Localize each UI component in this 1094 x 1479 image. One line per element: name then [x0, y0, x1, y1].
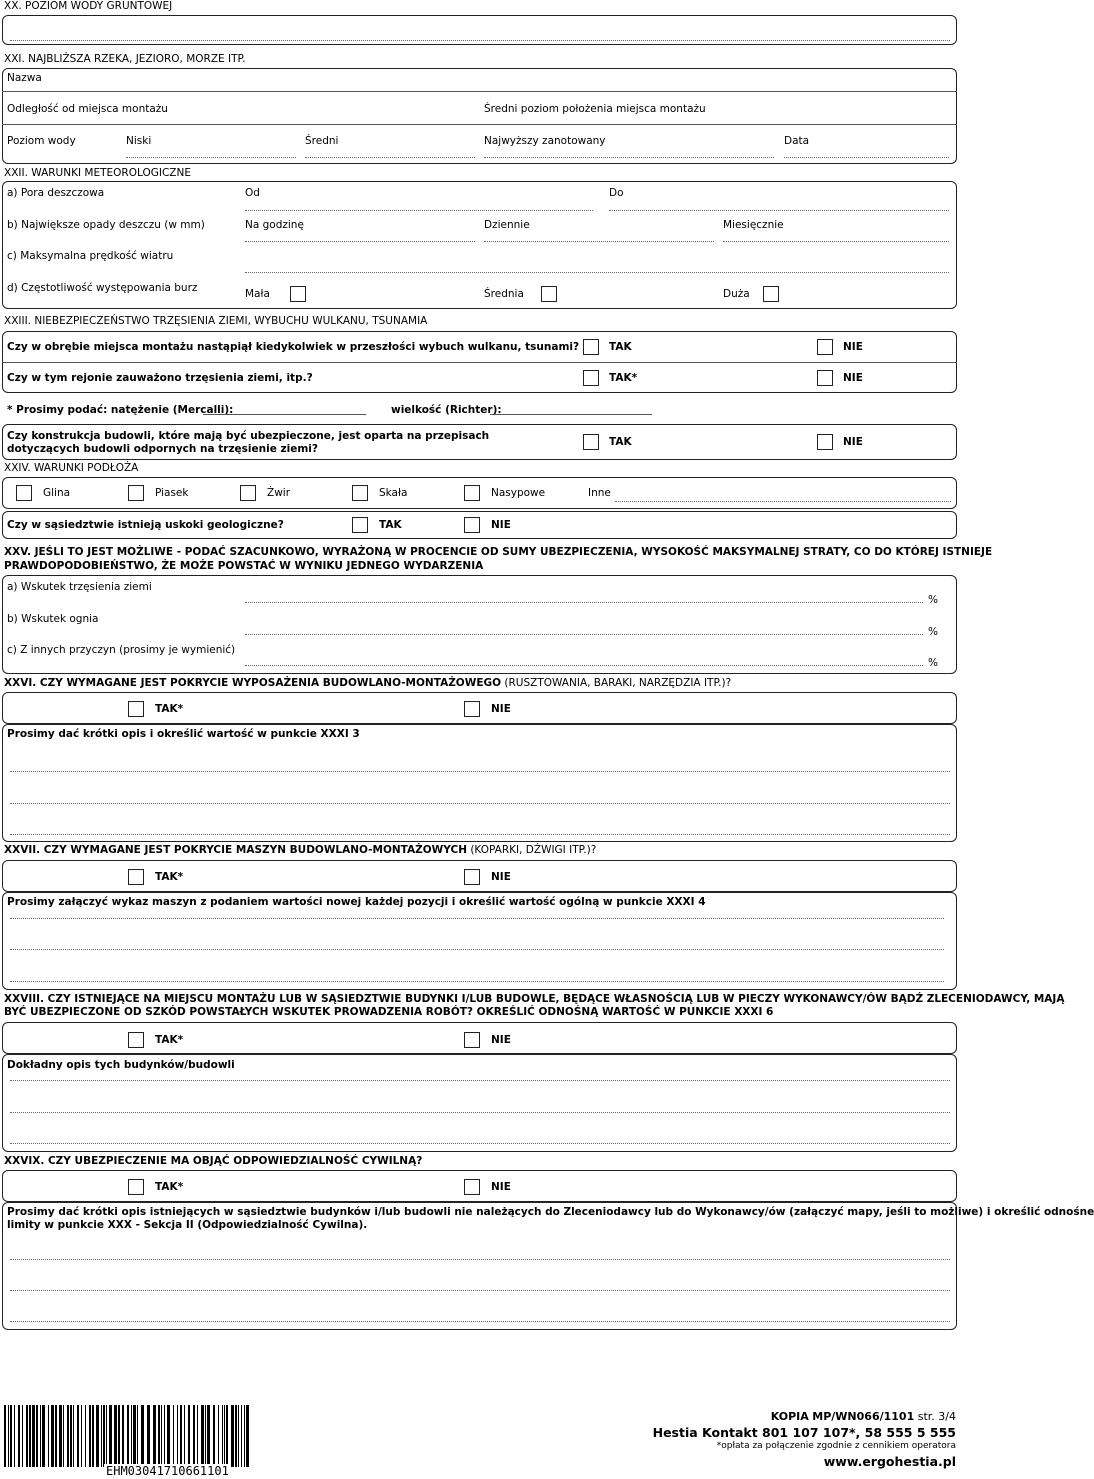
barcode-bar	[4, 1405, 6, 1467]
liability-desc-line-3[interactable]	[10, 1321, 950, 1322]
machinery-no-label: NIE	[491, 871, 511, 883]
equipment-yes-label: TAK*	[155, 703, 184, 715]
equipment-no-checkbox[interactable]	[464, 701, 480, 717]
barcode-bar	[158, 1405, 160, 1467]
section-xxvi-title	[4, 677, 731, 689]
barcode-bar	[141, 1405, 144, 1467]
barcode-number: EHM03041710661101	[106, 1464, 229, 1478]
building-code-yes-checkbox[interactable]	[583, 434, 599, 450]
loss-fire-label: b) Wskutek ognia	[7, 613, 99, 625]
barcode-bar	[101, 1405, 102, 1467]
earthquake-yes-label: TAK*	[609, 372, 638, 384]
website-link[interactable]: www.ergohestia.pl	[823, 1454, 956, 1469]
liability-no-checkbox[interactable]	[464, 1179, 480, 1195]
soil-piasek-label: Piasek	[155, 487, 189, 499]
barcode-bar	[81, 1405, 82, 1467]
copy-label: KOPIA	[770, 1410, 809, 1423]
section-xxv-title-line2: PRAWDOPODOBIEŃSTWO, ŻE MOŻE POWSTAĆ W WYNIKU JEDNEGO WYDARZENIA	[4, 560, 484, 572]
loss-fire-field[interactable]	[245, 634, 923, 635]
section-xxvii-title	[4, 844, 596, 856]
soil-inne-label: Inne	[588, 487, 611, 499]
barcode-bar	[55, 1405, 57, 1467]
section-xxvi-title-bold: XXVI. CZY WYMAGANE JEST POKRYCIE WYPOSAŻENIA BUDOWLANO-MONTAŻOWEGO	[4, 677, 502, 689]
equipment-no-label: NIE	[491, 703, 511, 715]
fault-yes-label: TAK	[379, 519, 402, 531]
barcode-bar	[226, 1405, 228, 1467]
fault-no-checkbox[interactable]	[464, 517, 480, 533]
barcode-bar	[188, 1405, 190, 1467]
from-field[interactable]	[245, 210, 593, 211]
barcode-bar	[96, 1405, 99, 1467]
earthquake-yes-checkbox[interactable]	[583, 370, 599, 386]
machinery-yes-checkbox[interactable]	[128, 869, 144, 885]
soil-glina-label: Glina	[43, 487, 71, 499]
date-label: Data	[784, 135, 810, 147]
distance-label: Odległość od miejsca montażu	[7, 103, 168, 115]
machinery-desc-label: Prosimy załączyć wykaz maszyn z podaniem wartości nowej każdej pozycji i określić wartość ogólną w punkcie XXXI 4	[7, 896, 706, 908]
highest-level-field[interactable]	[484, 157, 774, 158]
loss-earthquake-label: a) Wskutek trzęsienia ziemi	[7, 581, 152, 593]
barcode-bar	[67, 1405, 69, 1467]
footer-doc-id	[771, 1410, 956, 1423]
soil-nasypowe-label: Nasypowe	[491, 487, 546, 499]
barcode-bar	[201, 1405, 204, 1467]
barcode-bar	[10, 1405, 12, 1467]
richter-field[interactable]	[490, 414, 652, 415]
barcode-bar	[193, 1405, 195, 1467]
water-level-label: Poziom wody	[7, 135, 76, 147]
storms-medium-checkbox[interactable]	[541, 286, 557, 302]
from-label: Od	[245, 187, 260, 199]
loss-other-field[interactable]	[245, 665, 923, 666]
section-xx-title: XX. POZIOM WODY GRUNTOWEJ	[4, 0, 173, 12]
barcode-bar	[173, 1405, 174, 1467]
page-number: str. 3/4	[917, 1410, 956, 1423]
barcode-bar	[122, 1405, 124, 1467]
barcode-bar	[205, 1405, 206, 1467]
buildings-desc-line-2[interactable]	[10, 1112, 950, 1113]
barcode-bar	[164, 1405, 165, 1467]
volcano-yes-label: TAK	[609, 341, 632, 353]
fault-no-label: NIE	[491, 519, 511, 531]
equipment-desc-box	[2, 724, 957, 842]
section-xxii-title: XXII. WARUNKI METEOROLOGICZNE	[4, 167, 191, 179]
date-field[interactable]	[784, 157, 949, 158]
barcode-bar	[73, 1405, 74, 1467]
low-level-field[interactable]	[126, 157, 296, 158]
fault-yes-checkbox[interactable]	[352, 517, 368, 533]
buildings-desc-label: Dokładny opis tych budynków/budowli	[7, 1059, 235, 1071]
barcode-bar	[85, 1405, 86, 1467]
barcode-bar	[153, 1405, 156, 1467]
storms-large-label: Duża	[723, 288, 750, 300]
soil-zwir-checkbox[interactable]	[240, 485, 256, 501]
barcode-bar	[42, 1405, 45, 1467]
barcode-bar	[92, 1405, 94, 1467]
section-xxvii-title-normal: (KOPARKI, DŹWIGI ITP.)?	[466, 844, 597, 856]
divider	[2, 124, 957, 125]
barcode-bar	[14, 1405, 15, 1467]
machinery-desc-line-1[interactable]	[10, 918, 944, 919]
barcode-bar	[180, 1405, 182, 1467]
barcode-bar	[224, 1405, 225, 1467]
equipment-desc-line-1[interactable]	[10, 771, 950, 772]
wind-label: c) Maksymalna prędkość wiatru	[7, 250, 174, 262]
barcode-bar	[197, 1405, 198, 1467]
building-code-yes-label: TAK	[609, 436, 632, 448]
soil-skala-checkbox[interactable]	[352, 485, 368, 501]
barcode-bar	[36, 1405, 38, 1467]
loss-earthquake-percent: %	[928, 594, 938, 606]
hestia-contact: Hestia Kontakt 801 107 107*, 58 555 5 555	[652, 1425, 956, 1440]
divider	[2, 91, 957, 92]
liability-yes-checkbox[interactable]	[128, 1179, 144, 1195]
equipment-desc-line-3[interactable]	[10, 834, 950, 835]
barcode-bar	[18, 1405, 20, 1467]
barcode-bar	[244, 1405, 245, 1467]
soil-inne-field[interactable]	[615, 501, 951, 502]
barcode-bar	[213, 1405, 215, 1467]
earthquake-no-label: NIE	[843, 372, 863, 384]
buildings-no-checkbox[interactable]	[464, 1032, 480, 1048]
groundwater-line	[10, 40, 950, 41]
earthquake-no-checkbox[interactable]	[817, 370, 833, 386]
barcode-bar	[167, 1405, 170, 1467]
water-name-label: Nazwa	[7, 72, 42, 84]
barcode-bar	[8, 1405, 9, 1467]
storms-small-label: Mała	[245, 288, 270, 300]
avg-level-label: Średni poziom położenia miejsca montażu	[484, 103, 706, 115]
soil-nasypowe-checkbox[interactable]	[464, 485, 480, 501]
barcode-bar	[29, 1405, 31, 1467]
daily-field[interactable]	[484, 241, 714, 242]
per-hour-label: Na godzinę	[245, 219, 304, 231]
section-xxi-box	[2, 68, 957, 164]
section-xxviii-title-line1: XXVIII. CZY ISTNIEJĄCE NA MIEJSCU MONTAŻU LUB W SĄSIEDZTWIE BUDYNKI I/LUB BUDOWLE, BĘDĄCE WŁASNOŚCIĄ LUB W PIECZY WYKONAWCY/ÓW BĄDŹ ZLECENIODAWCY, MAJĄ	[4, 993, 1065, 1005]
barcode-bar	[103, 1405, 105, 1467]
to-field[interactable]	[609, 210, 949, 211]
volcano-question: Czy w obrębie miejsca montażu nastąpiął kiedykolwiek w przeszłości wybuch wulkanu, tsunami?	[7, 341, 580, 353]
monthly-label: Miesięcznie	[723, 219, 784, 231]
barcode-bar	[177, 1405, 178, 1467]
barcode-bar	[26, 1405, 28, 1467]
buildings-yes-label: TAK*	[155, 1034, 184, 1046]
barcode-bar	[106, 1405, 107, 1467]
liability-desc-line-2[interactable]	[10, 1290, 950, 1291]
machinery-desc-line-2[interactable]	[10, 949, 944, 950]
barcode-bar	[222, 1405, 223, 1467]
barcode-bar	[51, 1405, 54, 1467]
barcode-bar	[147, 1405, 150, 1467]
barcode-bar	[131, 1405, 132, 1467]
soil-glina-checkbox[interactable]	[16, 485, 32, 501]
equipment-yes-checkbox[interactable]	[128, 701, 144, 717]
loss-other-label: c) Z innych przyczyn (prosimy je wymienić)	[7, 644, 236, 656]
low-level-label: Niski	[126, 135, 152, 147]
rain-season-label: a) Pora deszczowa	[7, 187, 105, 199]
barcode-bar	[77, 1405, 79, 1467]
buildings-no-label: NIE	[491, 1034, 511, 1046]
richter-label: wielkość (Richter):	[391, 404, 502, 416]
buildings-desc-line-3[interactable]	[10, 1143, 950, 1144]
barcode-bar	[246, 1405, 249, 1467]
barcode-bar	[32, 1405, 35, 1467]
mercalli-label: * Prosimy podać: natężenie (Mercalli):	[7, 404, 234, 416]
section-xxiii-title: XXIII. NIEBEZPIECZEŃSTWO TRZĘSIENIA ZIEMI, WYBUCHU WULKANU, TSUNAMIA	[4, 315, 428, 327]
barcode-bar	[235, 1405, 237, 1467]
barcode-bar	[40, 1405, 41, 1467]
volcano-no-label: NIE	[843, 341, 863, 353]
wind-field[interactable]	[245, 272, 949, 273]
liability-yes-label: TAK*	[155, 1181, 184, 1193]
section-xxvi-title-normal: (RUSZTOWANIA, BARAKI, NARZĘDZIA ITP.)?	[501, 677, 732, 689]
highest-level-label: Najwyższy zanotowany	[484, 135, 606, 147]
section-xxv-title-line1: XXV. JEŚLI TO JEST MOŻLIWE - PODAĆ SZACUNKOWO, WYRAŻONĄ W PROCENCIE OD SUMY UBEZPIECZENIA, WYSOKOŚĆ MAKSYMALNEJ STRATY, CO DO KTÓREJ ISTNIEJE	[4, 546, 993, 558]
liability-no-label: NIE	[491, 1181, 511, 1193]
form-code: MP/WN066/1101	[812, 1410, 915, 1423]
section-xxi-title: XXI. NAJBLIŻSZA RZEKA, JEZIORO, MORZE ITP.	[4, 53, 246, 65]
volcano-yes-checkbox[interactable]	[583, 339, 599, 355]
section-xxix-title: XXVIX. CZY UBEZPIECZENIE MA OBJĄĆ ODPOWIEDZIALNOŚĆ CYWILNĄ?	[4, 1155, 423, 1167]
equipment-desc-label: Prosimy dać krótki opis i określić wartość w punkcie XXXI 3	[7, 728, 360, 740]
liability-desc-line2: limity w punkcie XXX - Sekcja II (Odpowiedzialność Cywilna).	[7, 1219, 368, 1231]
building-code-no-checkbox[interactable]	[817, 434, 833, 450]
max-rain-label: b) Największe opady deszczu (w mm)	[7, 219, 205, 231]
barcode-bar	[70, 1405, 72, 1467]
barcode-bar	[118, 1405, 120, 1467]
barcode-bar	[207, 1405, 210, 1467]
machinery-no-checkbox[interactable]	[464, 869, 480, 885]
barcode-bar	[133, 1405, 136, 1467]
barcode-bar	[231, 1405, 234, 1467]
volcano-no-checkbox[interactable]	[817, 339, 833, 355]
equipment-desc-line-2[interactable]	[10, 803, 950, 804]
storms-small-checkbox[interactable]	[290, 286, 306, 302]
buildings-desc-line-1[interactable]	[10, 1080, 950, 1081]
to-label: Do	[609, 187, 624, 199]
barcode-bar	[63, 1405, 64, 1467]
barcode-bar	[109, 1405, 112, 1467]
barcode	[4, 1405, 248, 1467]
loss-earthquake-field[interactable]	[245, 602, 923, 603]
soil-skala-label: Skała	[379, 487, 408, 499]
storms-label: d) Częstotliwość występowania burz	[7, 282, 198, 294]
barcode-bar	[89, 1405, 91, 1467]
machinery-yes-label: TAK*	[155, 871, 184, 883]
barcode-bar	[22, 1405, 23, 1467]
barcode-bar	[59, 1405, 62, 1467]
loss-other-percent: %	[928, 657, 938, 669]
mid-level-label: Średni	[305, 135, 339, 147]
earthquake-question: Czy w tym rejonie zauważono trzęsienia ziemi, itp.?	[7, 372, 313, 384]
per-hour-field[interactable]	[245, 241, 475, 242]
mercalli-field[interactable]	[203, 414, 366, 415]
building-code-question-line2: dotyczących budowli odpornych na trzęsienie ziemi?	[7, 443, 318, 455]
section-xxvii-title-bold: XXVII. CZY WYMAGANE JEST POKRYCIE MASZYN BUDOWLANO-MONTAŻOWYCH	[4, 844, 467, 856]
machinery-desc-line-3[interactable]	[10, 981, 944, 982]
barcode-bar	[137, 1405, 138, 1467]
buildings-yes-checkbox[interactable]	[128, 1032, 144, 1048]
daily-label: Dziennie	[484, 219, 530, 231]
barcode-bar	[241, 1405, 242, 1467]
barcode-bar	[184, 1405, 185, 1467]
barcode-bar	[127, 1405, 129, 1467]
storms-large-checkbox[interactable]	[763, 286, 779, 302]
section-xxiv-title: XXIV. WARUNKI PODŁOŻA	[4, 462, 139, 474]
monthly-field[interactable]	[723, 241, 949, 242]
mid-level-field[interactable]	[305, 157, 475, 158]
liability-desc-line-1[interactable]	[10, 1259, 950, 1260]
loss-fire-percent: %	[928, 626, 938, 638]
fault-question: Czy w sąsiedztwie istnieją uskoki geologiczne?	[7, 519, 284, 531]
barcode-bar	[238, 1405, 239, 1467]
storms-medium-label: Średnia	[484, 288, 524, 300]
divider	[2, 362, 957, 363]
liability-desc-line1: Prosimy dać krótki opis istniejących w sąsiedztwie budynków i/lub budowli nie należących do Zleceniodawcy lub do Wykonawcy/ów (załączyć mapy, jeśli to możliwe) i określić odnośne	[7, 1206, 1094, 1218]
call-cost-note: *opłata za połączenie zgodnie z cennikiem operatora	[716, 1441, 956, 1451]
building-code-no-label: NIE	[843, 436, 863, 448]
barcode-bar	[114, 1405, 117, 1467]
barcode-bar	[161, 1405, 162, 1467]
section-xxviii-title-line2: BYĆ UBEZPIECZONE OD SZKÓD POWSTAŁYCH WSKUTEK PROWADZENIA ROBÓT? OKREŚLIĆ ODNOŚNĄ WARTOŚĆ W PUNKCIE XXXI 6	[4, 1006, 774, 1018]
soil-piasek-checkbox[interactable]	[128, 485, 144, 501]
barcode-bar	[48, 1405, 49, 1467]
barcode-bar	[218, 1405, 219, 1467]
soil-zwir-label: Żwir	[267, 487, 291, 499]
building-code-question-line1: Czy konstrukcja budowli, które mają być ubezpieczone, jest oparta na przepisach	[7, 430, 490, 442]
